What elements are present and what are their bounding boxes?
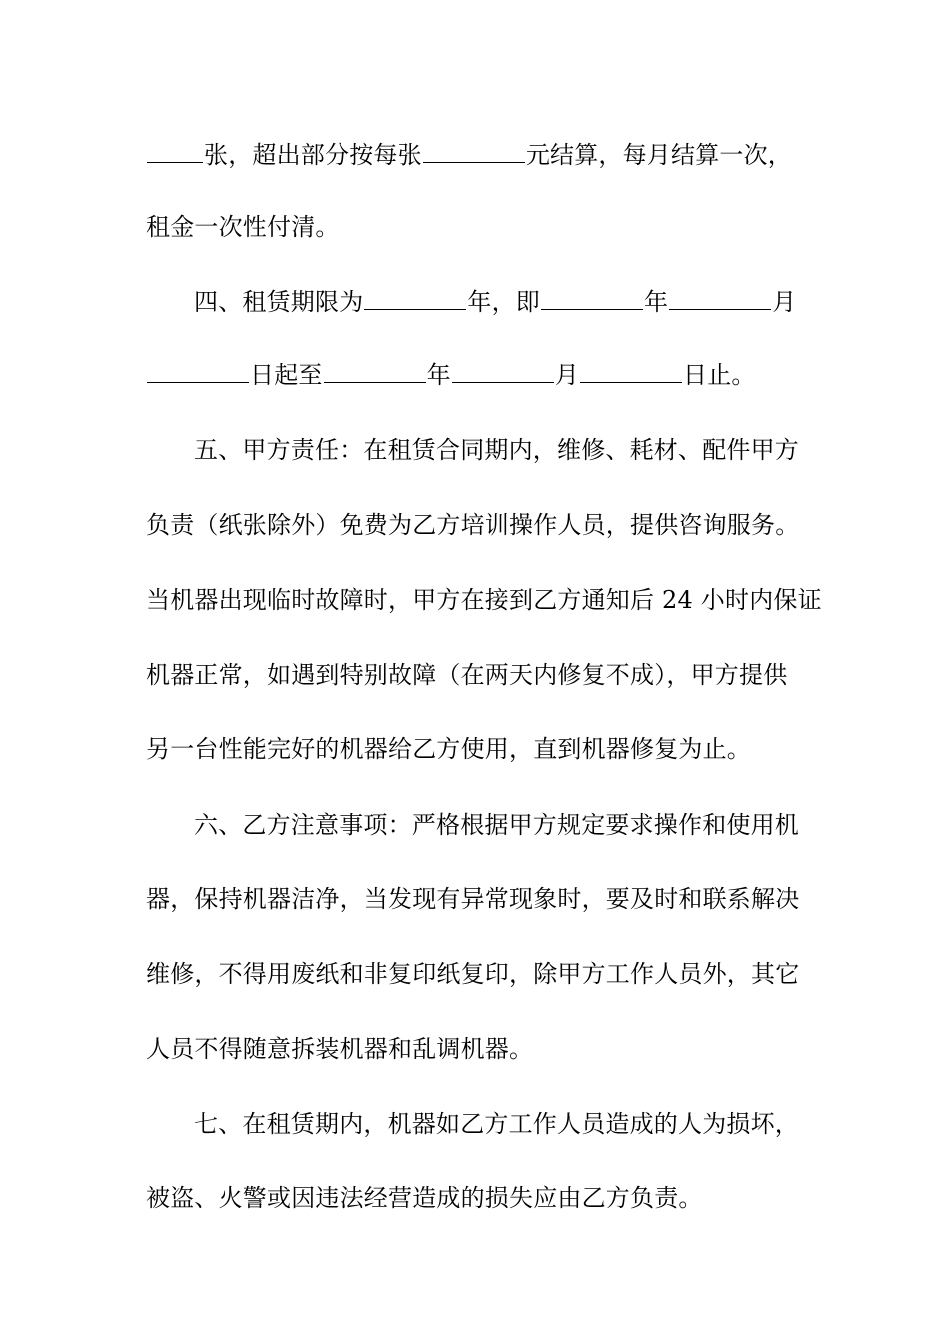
text-segment: 月: [772, 288, 797, 316]
fill-in-blank: [147, 140, 203, 163]
paragraph-line: 被盗、火警或因违法经营造成的损失应由乙方负责。: [146, 1184, 703, 1212]
fill-in-blank: [364, 287, 466, 310]
text-segment: 年，即: [467, 288, 541, 316]
paragraph-line: 人员不得随意拆装机器和乱调机器。: [146, 1035, 534, 1063]
paragraph-line: [146, 140, 808, 170]
paragraph-line: 租金一次性付清。: [146, 213, 340, 241]
fill-in-blank: [541, 287, 643, 310]
fill-in-blank: [147, 360, 249, 383]
paragraph-line: 另一台性能完好的机器给乙方使用，直到机器修复为止。: [146, 735, 751, 763]
clause-6-line: 六、乙方注意事项：严格根据甲方规定要求操作和使用机: [194, 811, 799, 839]
paragraph-line: 当机器出现临时故障时，甲方在接到乙方通知后 24 小时内保证: [146, 586, 822, 614]
text-segment: 年: [644, 288, 669, 316]
paragraph-line: 机器正常，如遇到特别故障（在两天内修复不成），甲方提供: [146, 661, 788, 689]
text-segment: 四、租赁期限为: [194, 288, 364, 316]
fill-in-blank: [423, 140, 525, 163]
text-segment: 张，超出部分按每张: [204, 141, 422, 169]
paragraph-line: 负责（纸张除外）免费为乙方培训操作人员，提供咨询服务。: [146, 511, 800, 539]
fill-in-blank: [452, 360, 554, 383]
fill-in-blank: [324, 360, 426, 383]
paragraph-line: [146, 360, 808, 390]
fill-in-blank: [669, 287, 771, 310]
paragraph-line: 器，保持机器洁净，当发现有异常现象时，要及时和联系解决: [146, 885, 800, 913]
text-segment: 日止。: [683, 361, 756, 389]
clause-5-line: 五、甲方责任：在租赁合同期内，维修、耗材、配件甲方: [194, 436, 799, 464]
fill-in-blank: [580, 360, 682, 383]
clause-4-line: [194, 287, 808, 317]
paragraph-line: 维修，不得用废纸和非复印纸复印，除甲方工作人员外，其它: [146, 960, 800, 988]
text-segment: 日起至: [250, 361, 323, 389]
text-segment: 月: [554, 361, 580, 389]
clause-7-line: 七、在租赁期内，机器如乙方工作人员造成的人为损坏，: [194, 1110, 799, 1138]
text-segment: 年: [426, 361, 451, 389]
text-segment: 元结算，每月结算一次，: [525, 141, 793, 169]
